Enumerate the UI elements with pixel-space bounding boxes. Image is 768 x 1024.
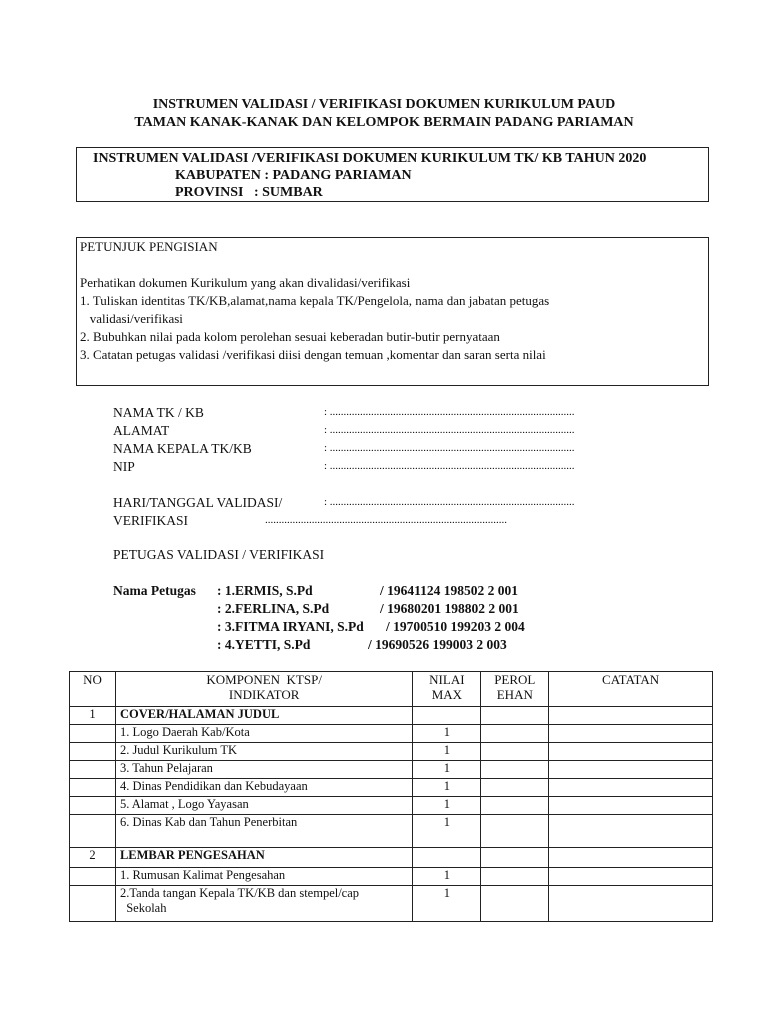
catatan-cell[interactable]	[549, 797, 713, 815]
perolehan-cell[interactable]	[481, 815, 549, 848]
table-row	[70, 886, 713, 922]
validation-table	[69, 671, 713, 922]
officers-label: Nama Petugas	[113, 583, 196, 598]
perolehan-cell[interactable]	[481, 779, 549, 797]
instructions-box	[76, 237, 709, 386]
indicator-label: 1. Logo Daerah Kab/Kota	[115, 725, 412, 743]
instruction-item-1: 1. Tuliskan identitas TK/KB,alamat,nama kepala TK/Pengelola, nama dan jabatan petugas	[80, 293, 550, 308]
indicator-label: 6. Dinas Kab dan Tahun Penerbitan	[115, 815, 412, 848]
document-title-line1: INSTRUMEN VALIDASI / VERIFIKASI DOKUMEN KURIKULUM PAUD	[152, 97, 616, 112]
officer-3-name: : 3.FITMA IRYANI, S.Pd	[217, 619, 364, 634]
officer-2-nip: / 19680201 198802 2 001	[380, 601, 519, 616]
field-verifikasi[interactable]: ........................................................................................	[265, 514, 507, 526]
label-nama-kepala: NAMA KEPALA TK/KB	[113, 441, 252, 456]
table-row	[70, 815, 713, 848]
table-row	[70, 797, 713, 815]
catatan-cell[interactable]	[549, 761, 713, 779]
perolehan-cell[interactable]	[481, 707, 549, 725]
nilai-max-value: 1	[413, 725, 481, 743]
nilai-max-value: 1	[413, 797, 481, 815]
catatan-cell[interactable]	[549, 779, 713, 797]
field-hari-tanggal[interactable]: : .........................................................................................	[324, 496, 575, 508]
header-no: NO	[70, 672, 116, 707]
header-perolehan: PEROL EHAN	[481, 672, 549, 707]
instruction-item-3: 3. Catatan petugas validasi /verifikasi diisi dengan temuan ,komentar dan saran serta nilai	[80, 347, 546, 362]
field-alamat[interactable]: : .........................................................................................	[324, 424, 575, 436]
field-nip[interactable]: : .........................................................................................	[324, 460, 575, 472]
officer-3-nip: / 19700510 199203 2 004	[386, 619, 525, 634]
document-title-line2: TAMAN KANAK-KANAK DAN KELOMPOK BERMAIN PADANG PARIAMAN	[134, 115, 634, 130]
info-box-kabupaten: KABUPATEN : PADANG PARIAMAN	[175, 168, 412, 183]
table-row	[70, 868, 713, 886]
section-title: COVER/HALAMAN JUDUL	[115, 707, 412, 725]
label-alamat: ALAMAT	[113, 423, 170, 438]
indicator-label: 1. Rumusan Kalimat Pengesahan	[115, 868, 412, 886]
table-row	[70, 725, 713, 743]
petugas-heading: PETUGAS VALIDASI / VERIFIKASI	[113, 547, 325, 562]
info-box	[76, 147, 709, 202]
catatan-cell[interactable]	[549, 886, 713, 922]
table-row	[70, 761, 713, 779]
table-row	[70, 743, 713, 761]
instruction-item-1-cont: validasi/verifikasi	[80, 311, 183, 326]
nilai-max-value: 1	[413, 815, 481, 848]
catatan-cell[interactable]	[549, 743, 713, 761]
perolehan-cell[interactable]	[481, 797, 549, 815]
officer-1-nip: / 19641124 198502 2 001	[380, 583, 519, 598]
section-no: 1	[70, 707, 116, 725]
nilai-max-value: 1	[413, 886, 481, 922]
catatan-cell[interactable]	[549, 815, 713, 848]
table-row	[70, 779, 713, 797]
label-nama-tk: NAMA TK / KB	[113, 405, 204, 420]
section-no: 2	[70, 848, 116, 868]
label-hari-tanggal: HARI/TANGGAL VALIDASI/	[113, 495, 283, 510]
perolehan-cell[interactable]	[481, 761, 549, 779]
officer-4-nip: / 19690526 199003 2 003	[368, 637, 507, 652]
officer-1-name: : 1.ERMIS, S.Pd	[217, 583, 313, 598]
indicator-label: 2.Tanda tangan Kepala TK/KB dan stempel/cap Sekolah	[115, 886, 412, 922]
nilai-max-value: 1	[413, 868, 481, 886]
section-title: LEMBAR PENGESAHAN	[115, 848, 412, 868]
officer-2-name: : 2.FERLINA, S.Pd	[217, 601, 330, 616]
header-komponen: KOMPONEN KTSP/ INDIKATOR	[115, 672, 412, 707]
perolehan-cell[interactable]	[481, 868, 549, 886]
perolehan-cell[interactable]	[481, 848, 549, 868]
section-row	[70, 707, 713, 725]
label-nip: NIP	[113, 459, 135, 474]
indicator-label: 4. Dinas Pendidikan dan Kebudayaan	[115, 779, 412, 797]
field-nama-tk[interactable]: : .........................................................................................	[324, 406, 575, 418]
catatan-cell[interactable]	[549, 707, 713, 725]
header-nilai-max: NILAI MAX	[413, 672, 481, 707]
nilai-max-value: 1	[413, 743, 481, 761]
nilai-max-value: 1	[413, 761, 481, 779]
instructions-heading: PETUNJUK PENGISIAN	[80, 239, 218, 254]
header-catatan: CATATAN	[549, 672, 713, 707]
officer-4-name: : 4.YETTI, S.Pd	[217, 637, 311, 652]
field-nama-kepala[interactable]: : .........................................................................................	[324, 442, 575, 454]
label-verifikasi: VERIFIKASI	[113, 513, 189, 528]
catatan-cell[interactable]	[549, 725, 713, 743]
nilai-max-value: 1	[413, 779, 481, 797]
instruction-item-2: 2. Bubuhkan nilai pada kolom perolehan sesuai keberadan butir-butir pernyataan	[80, 329, 500, 344]
instructions-intro: Perhatikan dokumen Kurikulum yang akan divalidasi/verifikasi	[80, 275, 411, 290]
indicator-label: 2. Judul Kurikulum TK	[115, 743, 412, 761]
table-header-row	[70, 672, 713, 707]
indicator-label: 3. Tahun Pelajaran	[115, 761, 412, 779]
section-row	[70, 848, 713, 868]
info-box-provinsi: PROVINSI : SUMBAR	[175, 185, 323, 200]
perolehan-cell[interactable]	[481, 743, 549, 761]
perolehan-cell[interactable]	[481, 886, 549, 922]
perolehan-cell[interactable]	[481, 725, 549, 743]
indicator-label: 5. Alamat , Logo Yayasan	[115, 797, 412, 815]
info-box-title: INSTRUMEN VALIDASI /VERIFIKASI DOKUMEN KURIKULUM TK/ KB TAHUN 2020	[93, 151, 647, 166]
catatan-cell[interactable]	[549, 868, 713, 886]
catatan-cell[interactable]	[549, 848, 713, 868]
